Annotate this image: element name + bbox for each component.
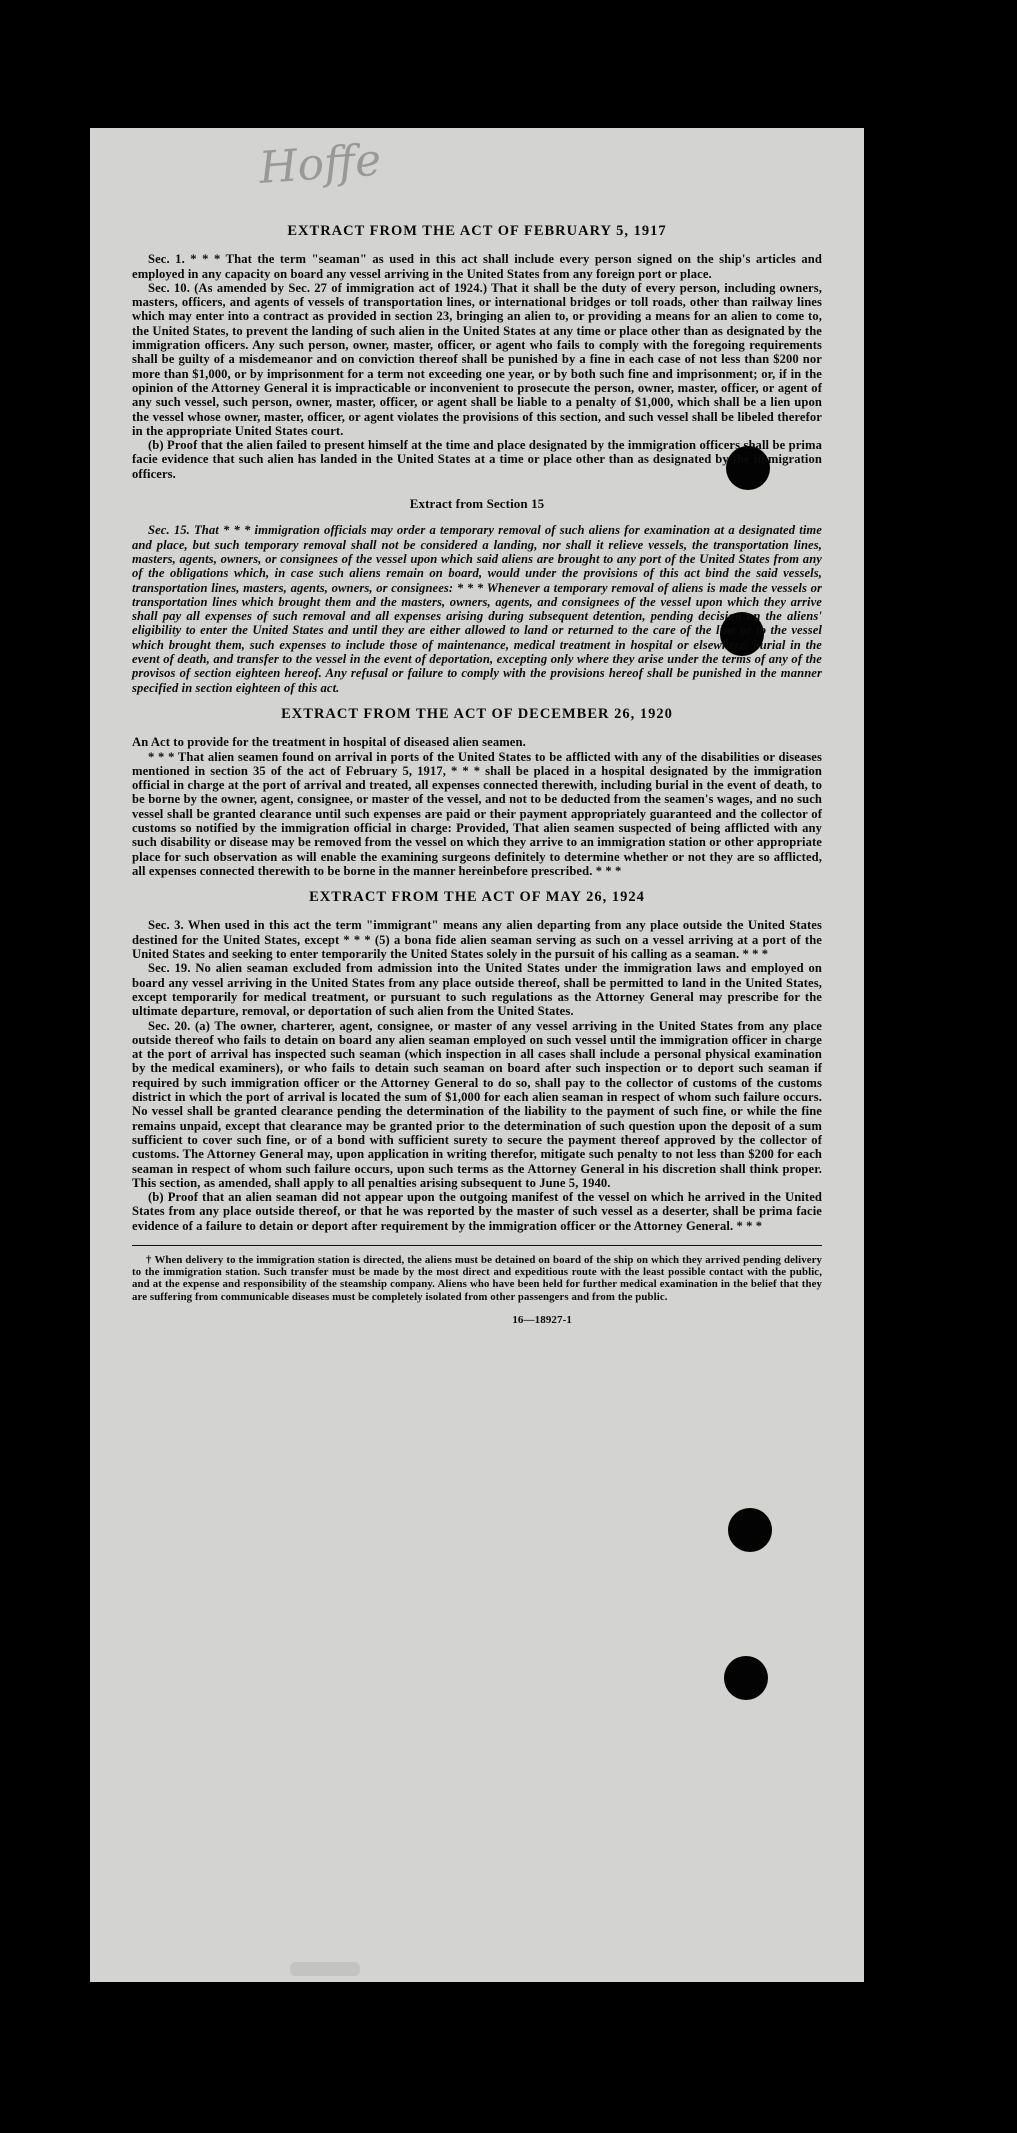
footnote: † When delivery to the immigration station is directed, the aliens must be detained on board of the ship on which they arrived pending delivery to the immigration station. Such transfer must be made by the most direct and expeditious route with the least possible contact with the public, and at the expense and responsibility of the steamship company. Aliens who have been held for further medical examination in the belief that they are suffering from communicable diseases must be completely isolated from other passengers and from the public. <box>132 1254 822 1303</box>
paragraph-act-title-1920: An Act to provide for the treatment in hospital of diseased alien seamen. <box>132 735 526 750</box>
handwritten-notation: Hoffe <box>257 134 383 194</box>
paragraph-sec-3: Sec. 3. When used in this act the term "immigrant" means any alien departing from any place outside the United States destined for the United States, except * * * (5) a bona fide alien seaman serving as such on a vessel arriving at a port of the United States and seeking to enter temporarily the United States solely in the pursuit of his calling as a seaman. * * * <box>132 918 822 962</box>
punch-hole-4 <box>724 1656 768 1700</box>
paragraph-sec-1: Sec. 1. * * * That the term "seaman" as used in this act shall include every person signed on the ship's articles and employed in any capacity on board any vessel arriving in the United States from any foreign port or place. <box>132 252 822 281</box>
section-heading-1924: EXTRACT FROM THE ACT OF MAY 26, 1924 <box>309 889 645 906</box>
form-number: 16—18927-1 <box>512 1313 572 1326</box>
paragraph-sec-20-a: Sec. 20. (a) The owner, charterer, agent, consignee, or master of any vessel arriving in the United States from any place outside thereof who fails to detain on board any alien seaman employed on such vessel until the immigration officer in charge at the port of arrival has inspected such seaman (which inspection in all cases shall include a personal physical examination by the medical examiners), or who fails to detain such seaman on board after such inspection or to deport such seaman if required by such immigration officer or the Attorney General to do so, shall pay to the collector of customs of the customs district in which the port of arrival is located the sum of $1,000 for each alien seaman in respect of whom such failure occurs. No vessel shall be granted clearance pending the determination of the liability to the payment of such fine, or while the fine remains unpaid, except that clearance may be granted prior to the determination of such question upon the deposit of a sum sufficient to cover such fine, or of a bond with sufficient surety to secure the payment thereof approved by the collector of customs. The Attorney General may, upon application in writing therefor, mitigate such penalty to not less than $200 for each seaman in respect of whom such failure occurs, upon such terms as the Attorney General in his discretion shall think proper. This section, as amended, shall apply to all penalties arising subsequent to June 5, 1940. <box>132 1018 822 1190</box>
document-body <box>132 224 822 1327</box>
paragraph-sec-20-b: (b) Proof that an alien seaman did not appear upon the outgoing manifest of the vessel on which he arrived in the United States from any place outside thereof, or that he was reported by the master of such vessel as a deserter, shall be prima facie evidence of a failure to detain or deport after requirement by the immigration officer or the Attorney General. * * * <box>132 1190 822 1233</box>
punch-hole-3 <box>728 1508 772 1552</box>
section-heading-1920: EXTRACT FROM THE ACT OF DECEMBER 26, 1920 <box>281 705 673 722</box>
paragraph-sec-19: Sec. 19. No alien seaman excluded from admission into the United States under the immigration laws and employed on board any vessel arriving in the United States from any place outside thereof, shall be permitted to land in the United States, except temporarily for medical treatment, or pursuant to such regulations as the Attorney General may prescribe for the ultimate departure, removal, or deportation of such alien from the United States. <box>132 961 822 1019</box>
paragraph-sec-10: Sec. 10. (As amended by Sec. 27 of immigration act of 1924.) That it shall be the duty of every person, including owners, masters, officers, and agents of vessels of transportation lines, or international bridges or toll roads, other than railway lines which may enter into a contract as provided in section 23, bringing an alien to, or providing a means for an alien to come to, the United States, to prevent the landing of such alien in the United States at any time or place other than as designated by the immigration officers. Any such person, owner, master, officer, or agent who fails to comply with the foregoing requirements shall be guilty of a misdemeanor and on conviction thereof shall be punished by a fine in each case of not less than $200 nor more than $1,000, or by imprisonment for a term not exceeding one year, or by both such fine and imprisonment; or, if in the opinion of the Attorney General it is impracticable or inconvenient to prosecute the person, owner, master, officer, or agent of any such vessel, such person, owner, master, officer, or agent shall be liable to a penalty of $1,000, which shall be a lien upon the vessel whose owner, master, officer, or agent violates the provisions of this section, and such vessel shall be libeled therefor in the appropriate United States court. <box>132 280 822 438</box>
paragraph-sec-15: Sec. 15. That * * * immigration officials may order a temporary removal of such aliens for examination at a designated time and place, but such temporary removal shall not be considered a landing, nor shall it relieve vessels, the transportation lines, masters, agents, owners, or consignees of the vessel upon which said aliens are brought to any port of the United States from any of the obligations which, in case such aliens remain on board, would under the provisions of this act bind the said vessels, transportation lines, masters, agents, owners, or consignees: * * * Whenever a temporary removal of aliens is made the vessels or transportation lines which brought them and the masters, owners, agents, and consignees of the vessel upon which they arrive shall pay all expenses of such removal and all expenses arising during subsequent detention, pending decision on the aliens' eligibility to enter the United States and until they are either allowed to land or returned to the care of the line or to the vessel which brought them, such expenses to include those of maintenance, medical treatment in hospital or elsewhere, burial in the event of death, and transfer to the vessel in the event of deportation, excepting only where they arise under the terms of any of the provisos of section eighteen hereof. Any refusal or failure to comply with the provisions hereof shall be punished in the manner specified in section eighteen of this act. <box>132 523 822 695</box>
section-heading-1917: EXTRACT FROM THE ACT OF FEBRUARY 5, 1917 <box>287 223 667 239</box>
paragraph-sec-10-b: (b) Proof that the alien failed to present himself at the time and place designated by the immigration officers shall be prima facie evidence that such alien has landed in the United States at a time or place other than as designated by the immigration officers. <box>132 438 822 481</box>
document-page <box>90 128 864 1982</box>
paragraph-1920-body: * * * That alien seamen found on arrival in ports of the United States to be afflicted with any of the disabilities or diseases mentioned in section 35 of the act of February 5, 1917, * * * shall be placed in a hospital designated by the immigration official in charge at the port of arrival and treated, all expenses connected therewith, including burial in the event of death, to be borne by the owner, agent, consignee, or master of the vessel, and not to be deducted from the seamen's wages, and no such vessel shall be granted clearance until such expenses are paid or their payment appropriately guaranteed and the collector of customs so notified by the immigration official in charge: Provided, That alien seamen suspected of being afflicted with any such disability or disease may be removed from the vessel on which they arrive to an immigration station or other appropriate place for such observation as will enable the examining surgeons definitely to determine whether or not they are so afflicted, all expenses connected therewith to be borne in the manner hereinbefore prescribed. * * * <box>132 749 822 878</box>
paper-stain <box>290 1962 360 1976</box>
footnote-divider <box>132 1245 822 1246</box>
subheading-section-15: Extract from Section 15 <box>409 496 545 512</box>
